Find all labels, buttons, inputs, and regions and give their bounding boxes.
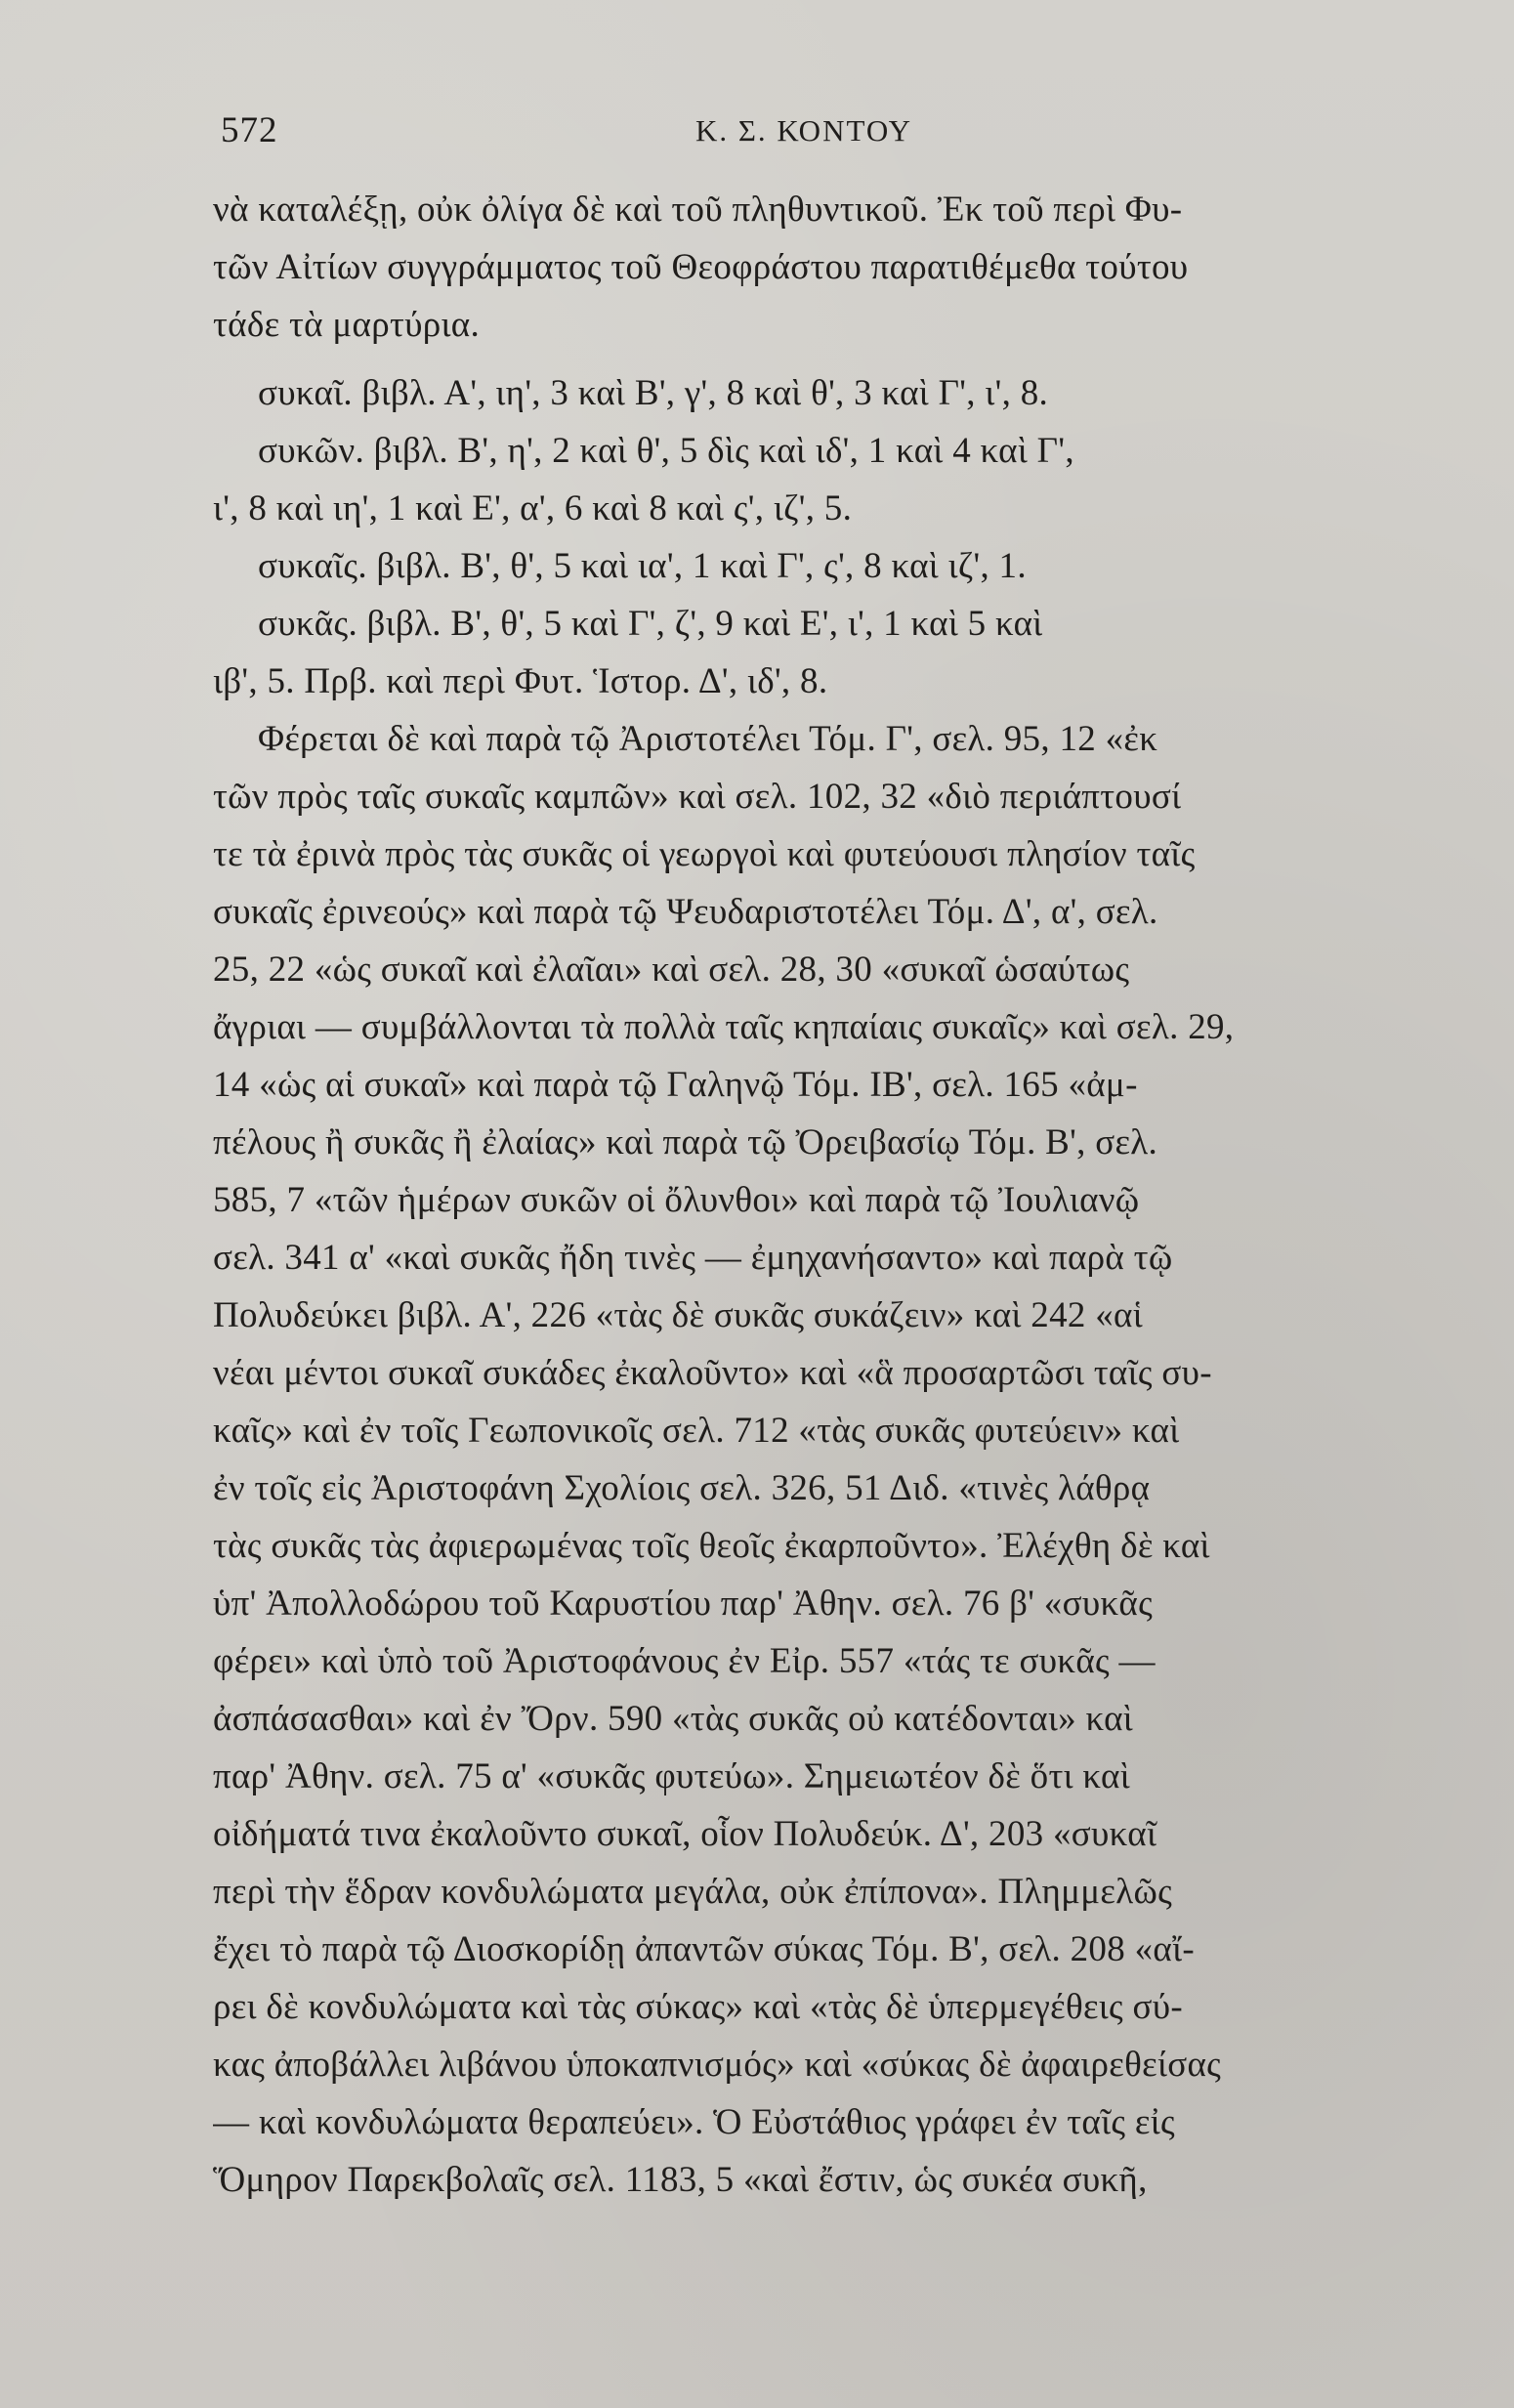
text-line: σελ. 341 α' «καὶ συκᾶς ἤδη τινὲς — ἐμηχανήσαντο» καὶ παρὰ τῷ: [213, 1238, 1173, 1278]
text-line: καῖς» καὶ ἐν τοῖς Γεωπονικοῖς σελ. 712 «τὰς συκᾶς φυτεύειν» καὶ: [213, 1411, 1180, 1451]
text-line: ὑπ' Ἀπολλοδώρου τοῦ Καρυστίου παρ' Ἀθην. σελ. 76 β' «συκᾶς: [213, 1584, 1154, 1624]
text-line: συκᾶς. βιβλ. Β', θ', 5 καὶ Γ', ζ', 9 καὶ Ε', ι', 1 καὶ 5 καὶ: [258, 604, 1043, 644]
text-line: ἄγριαι — συμβάλλονται τὰ πολλὰ ταῖς κηπαίαις συκαῖς» καὶ σελ. 29,: [213, 1007, 1235, 1047]
text-line: ιβ', 5. Πρβ. καὶ περὶ Φυτ. Ἱστορ. Δ', ιδ', 8.: [213, 661, 828, 701]
text-line: συκαῖ. βιβλ. Α', ιη', 3 καὶ Β', γ', 8 καὶ θ', 3 καὶ Γ', ι', 8.: [258, 373, 1049, 413]
text-line: φέρει» καὶ ὑπὸ τοῦ Ἀριστοφάνους ἐν Εἰρ. 557 «τάς τε συκᾶς —: [213, 1641, 1156, 1681]
text-line: συκῶν. βιβλ. Β', η', 2 καὶ θ', 5 δὶς καὶ ιδ', 1 καὶ 4 καὶ Γ',: [258, 431, 1074, 471]
page-number: 572: [221, 110, 278, 150]
text-line: τάδε τὰ μαρτύρια.: [213, 305, 481, 345]
text-line: παρ' Ἀθην. σελ. 75 α' «συκᾶς φυτεύω». Σημειωτέον δὲ ὅτι καὶ: [213, 1756, 1130, 1796]
text-line: ἀσπάσασθαι» καὶ ἐν Ὄρν. 590 «τὰς συκᾶς οὐ κατέδονται» καὶ: [213, 1699, 1134, 1739]
text-line: — καὶ κονδυλώματα θεραπεύει». Ὁ Εὐστάθιος γράφει ἐν ταῖς εἰς: [213, 2102, 1175, 2142]
text-line: πέλους ἢ συκᾶς ἢ ἐλαίας» καὶ παρὰ τῷ Ὀρειβασίῳ Τόμ. Β', σελ.: [213, 1122, 1158, 1162]
text-line: κας ἀποβάλλει λιβάνου ὑποκαπνισμός» καὶ «σύκας δὲ ἀφαιρεθείσας: [213, 2045, 1222, 2085]
text-line: ι', 8 καὶ ιη', 1 καὶ Ε', α', 6 καὶ 8 καὶ ς', ιζ', 5.: [213, 488, 853, 528]
text-line: ἐν τοῖς εἰς Ἀριστοφάνη Σχολίοις σελ. 326, 51 Διδ. «τινὲς λάθρᾳ: [213, 1468, 1151, 1508]
text-line: Φέρεται δὲ καὶ παρὰ τῷ Ἀριστοτέλει Τόμ. Γ', σελ. 95, 12 «ἐκ: [258, 719, 1158, 759]
page-header: [221, 100, 1420, 158]
text-line: ρει δὲ κονδυλώματα καὶ τὰς σύκας» καὶ «τὰς δὲ ὑπερμεγέθεις σύ-: [213, 1987, 1184, 2027]
text-line: συκαῖς ἐρινεούς» καὶ παρὰ τῷ Ψευδαριστοτέλει Τόμ. Δ', α', σελ.: [213, 892, 1158, 932]
text-line: 14 «ὡς αἱ συκαῖ» καὶ παρὰ τῷ Γαληνῷ Τόμ. ΙΒ', σελ. 165 «ἀμ-: [213, 1065, 1138, 1105]
text-line: τῶν Αἰτίων συγγράμματος τοῦ Θεοφράστου παρατιθέμεθα τούτου: [213, 247, 1189, 287]
text-line: συκαῖς. βιβλ. Β', θ', 5 καὶ ια', 1 καὶ Γ', ς', 8 καὶ ιζ', 1.: [258, 546, 1027, 586]
text-line: τῶν πρὸς ταῖς συκαῖς καμπῶν» καὶ σελ. 102, 32 «διὸ περιάπτουσί: [213, 777, 1182, 817]
text-line: Ὅμηρον Παρεκβολαῖς σελ. 1183, 5 «καὶ ἔστιν, ὡς συκέα συκῆ,: [213, 2160, 1148, 2200]
text-line: Πολυδεύκει βιβλ. Α', 226 «τὰς δὲ συκᾶς συκάζειν» καὶ 242 «αἱ: [213, 1295, 1143, 1335]
text-line: τὰς συκᾶς τὰς ἀφιερωμένας τοῖς θεοῖς ἐκαρποῦντο». Ἐλέχθη δὲ καὶ: [213, 1526, 1210, 1566]
text-line: 25, 22 «ὡς συκαῖ καὶ ἐλαῖαι» καὶ σελ. 28, 30 «συκαῖ ὡσαύτως: [213, 950, 1130, 990]
text-line: νὰ καταλέξῃ, οὐκ ὀλίγα δὲ καὶ τοῦ πληθυντικοῦ. Ἐκ τοῦ περὶ Φυ-: [213, 190, 1183, 230]
text-line: νέαι μέντοι συκαῖ συκάδες ἐκαλοῦντο» καὶ «ἃ προσαρτῶσι ταῖς συ-: [213, 1353, 1212, 1393]
running-head: Κ. Σ. ΚΟΝΤΟΥ: [695, 113, 913, 148]
text-line: τε τὰ ἐρινὰ πρὸς τὰς συκᾶς οἱ γεωργοὶ καὶ φυτεύουσι πλησίον ταῖς: [213, 834, 1196, 874]
text-line: οἰδήματά τινα ἐκαλοῦντο συκαῖ, οἷον Πολυδεύκ. Δ', 203 «συκαῖ: [213, 1814, 1157, 1854]
text-line: περὶ τὴν ἕδραν κονδυλώματα μεγάλα, οὐκ ἐπίπονα». Πλημμελῶς: [213, 1872, 1173, 1912]
body-text: [213, 184, 1416, 2294]
text-line: 585, 7 «τῶν ἡμέρων συκῶν οἱ ὄλυνθοι» καὶ παρὰ τῷ Ἰουλιανῷ: [213, 1180, 1140, 1220]
text-line: ἔχει τὸ παρὰ τῷ Διοσκορίδῃ ἀπαντῶν σύκας Τόμ. Β', σελ. 208 «αἴ-: [213, 1929, 1195, 1969]
